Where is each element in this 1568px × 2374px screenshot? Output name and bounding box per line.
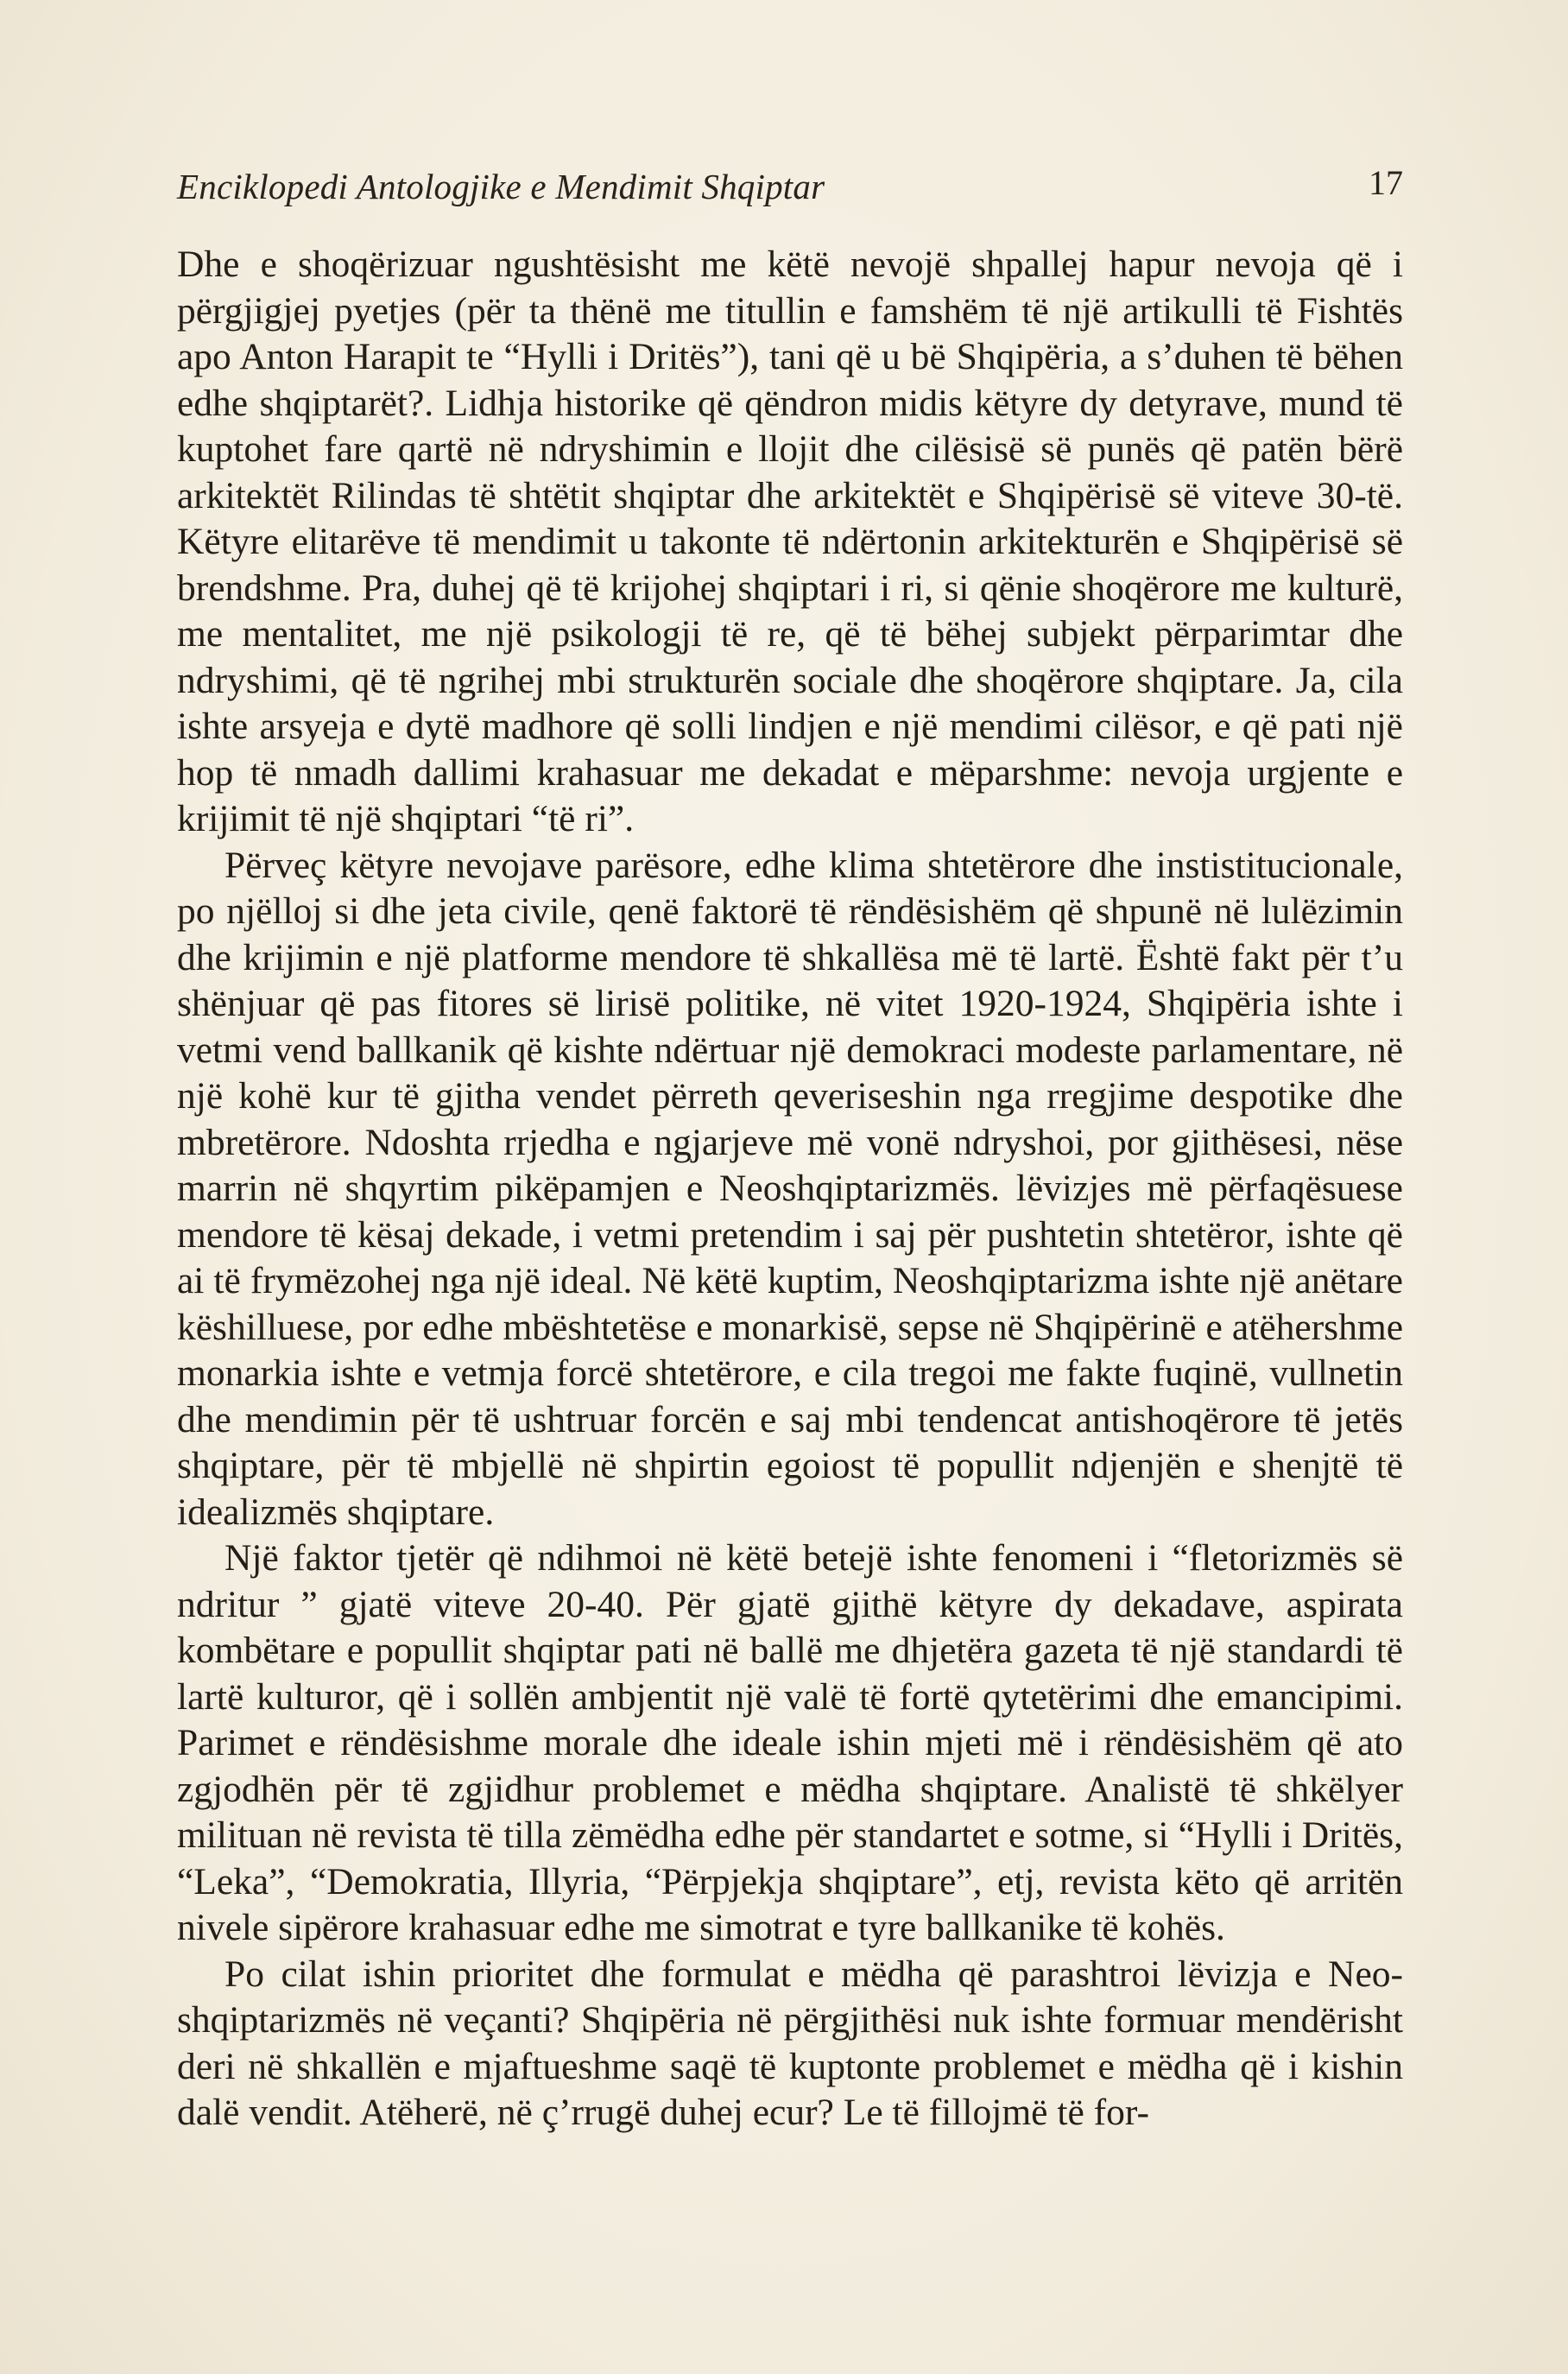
page-number: 17 bbox=[1369, 163, 1403, 202]
paragraph-4: Po cilat ishin prioritet dhe formulat e mëdha që parashtroi lëvizja e Neoshqiptarizmës në veçanti? Shqipëria në përgjithësi nuk ishte formuar mendërisht deri në shkallën e mjaftueshme saqë të kuptonte problemet e mëdha që i kishin dalë vendit. Atëherë, në ç’rrugë duhej ecur? Le të fillojmë të for- bbox=[177, 1953, 1403, 2133]
paragraph-1: Dhe e shoqërizuar ngushtësisht me këtë nevojë shpallej hapur nevoja që i përgjigjej pyetjes (për ta thënë me titullin e famshëm të një artikulli të Fishtës apo Anton Harapit te “Hylli i Dritës”), tani që u bë Shqipëria, a s’duhen të bëhen edhe shqiptarët?. Lidhja historike që qëndron midis këtyre dy detyrave, mund të kuptohet fare qartë në ndryshimin e llojit dhe cilësisë së punës që patën bërë arkitektët Rilindas të shtëtit shqiptar dhe arkitektët e Shqipërisë së viteve 30-të. Këtyre elitarëve të mendimit u takonte të ndërtonin arkitekturën e Shqipërisë së brendshme. Pra, duhej që të krijohej shqiptari i ri, si qënie shoqërore me kulturë, me mentalitet, me një psikologji të re, që të bëhej subjekt përparimtar dhe ndryshimi, që të ngrihej mbi strukturën sociale dhe shoqërore shqiptare. Ja, cila ishte arsyeja e dytë madhore që solli lindjen e një mendimi cilësor, e që pati një hop të nmadh dallimi krahasuar me dekadat e mëparshme: nevoja urgjente e krijimit të një shqiptari “të ri”. bbox=[177, 244, 1403, 839]
paragraph-3: Një faktor tjetër që ndihmoi në këtë betejë ishte fenomeni i “fletorizmës së ndritur ” gjatë viteve 20-40. Për gjatë gjithë këtyre dy dekadave, aspirata kombëtare e popullit shqiptar pati në ballë me dhjetëra gazeta të një standardi të lartë kulturor, që i sollën ambjentit një valë të fortë qytetërimi dhe emancipimi. Parimet e rëndësishme morale dhe ideale ishin mjeti më i rëndësishëm që ato zgjodhën për të zgjidhur problemet e mëdha shqiptare. Analistë të shkëlyer milituan në revista të tilla zëmëdha edhe për standartet e sotme, si “Hylli i Dritës, “Leka”, “Demokratia, Illyria, “Përpjekja shqiptare”, etj, revista këto që arritën nivele sipërore krahasuar edhe me simotrat e tyre ballkanike të kohës. bbox=[177, 1537, 1403, 1948]
paragraph-2: Përveç këtyre nevojave parësore, edhe klima shtetërore dhe instistitucionale, po njëlloj si dhe jeta civile, qenë faktorë të rëndësishëm që shpunë në lulëzimin dhe krijimin e një platforme mendore të shkallësa më të lartë. Është fakt për t’u shënjuar që pas fitores së lirisë politike, në vitet 1920-1924, Shqipëria ishte i vetmi vend ballkanik që kishte ndërtuar një demokraci modeste parlamentare, në një kohë kur të gjitha vendet përreth qeveriseshin nga rregjime despotike dhe mbretërore. Ndoshta rrjedha e ngjarjeve më vonë ndryshoi, por gjithësesi, nëse marrin në shqyrtim pikëpamjen e Neoshqiptarizmës. lëvizjes më përfaqësuese mendore të kësaj dekade, i vetmi pretendim i saj për pushtetin shtetëror, ishte që ai të frymëzohej nga një ideal. Në këtë kuptim, Neoshqiptarizma ishte një anëtare këshilluese, por edhe mbështetëse e monarkisë, sepse në Shqipërinë e atëhershme monarkia ishte e vetmja forcë shtetërore, e cila tregoi me fakte fuqinë, vullnetin dhe mendimin për të ushtruar forcën e saj mbi tendencat antishoqërore të jetës shqiptare, për të mbjellë në shpirtin egoiost të popullit ndjenjën e shenjtë të idealizmës shqiptare. bbox=[177, 844, 1403, 1533]
page-header bbox=[177, 163, 1403, 226]
body-text bbox=[177, 242, 1403, 2137]
running-title: Enciklopedi Antologjike e Mendimit Shqiptar bbox=[177, 167, 825, 206]
